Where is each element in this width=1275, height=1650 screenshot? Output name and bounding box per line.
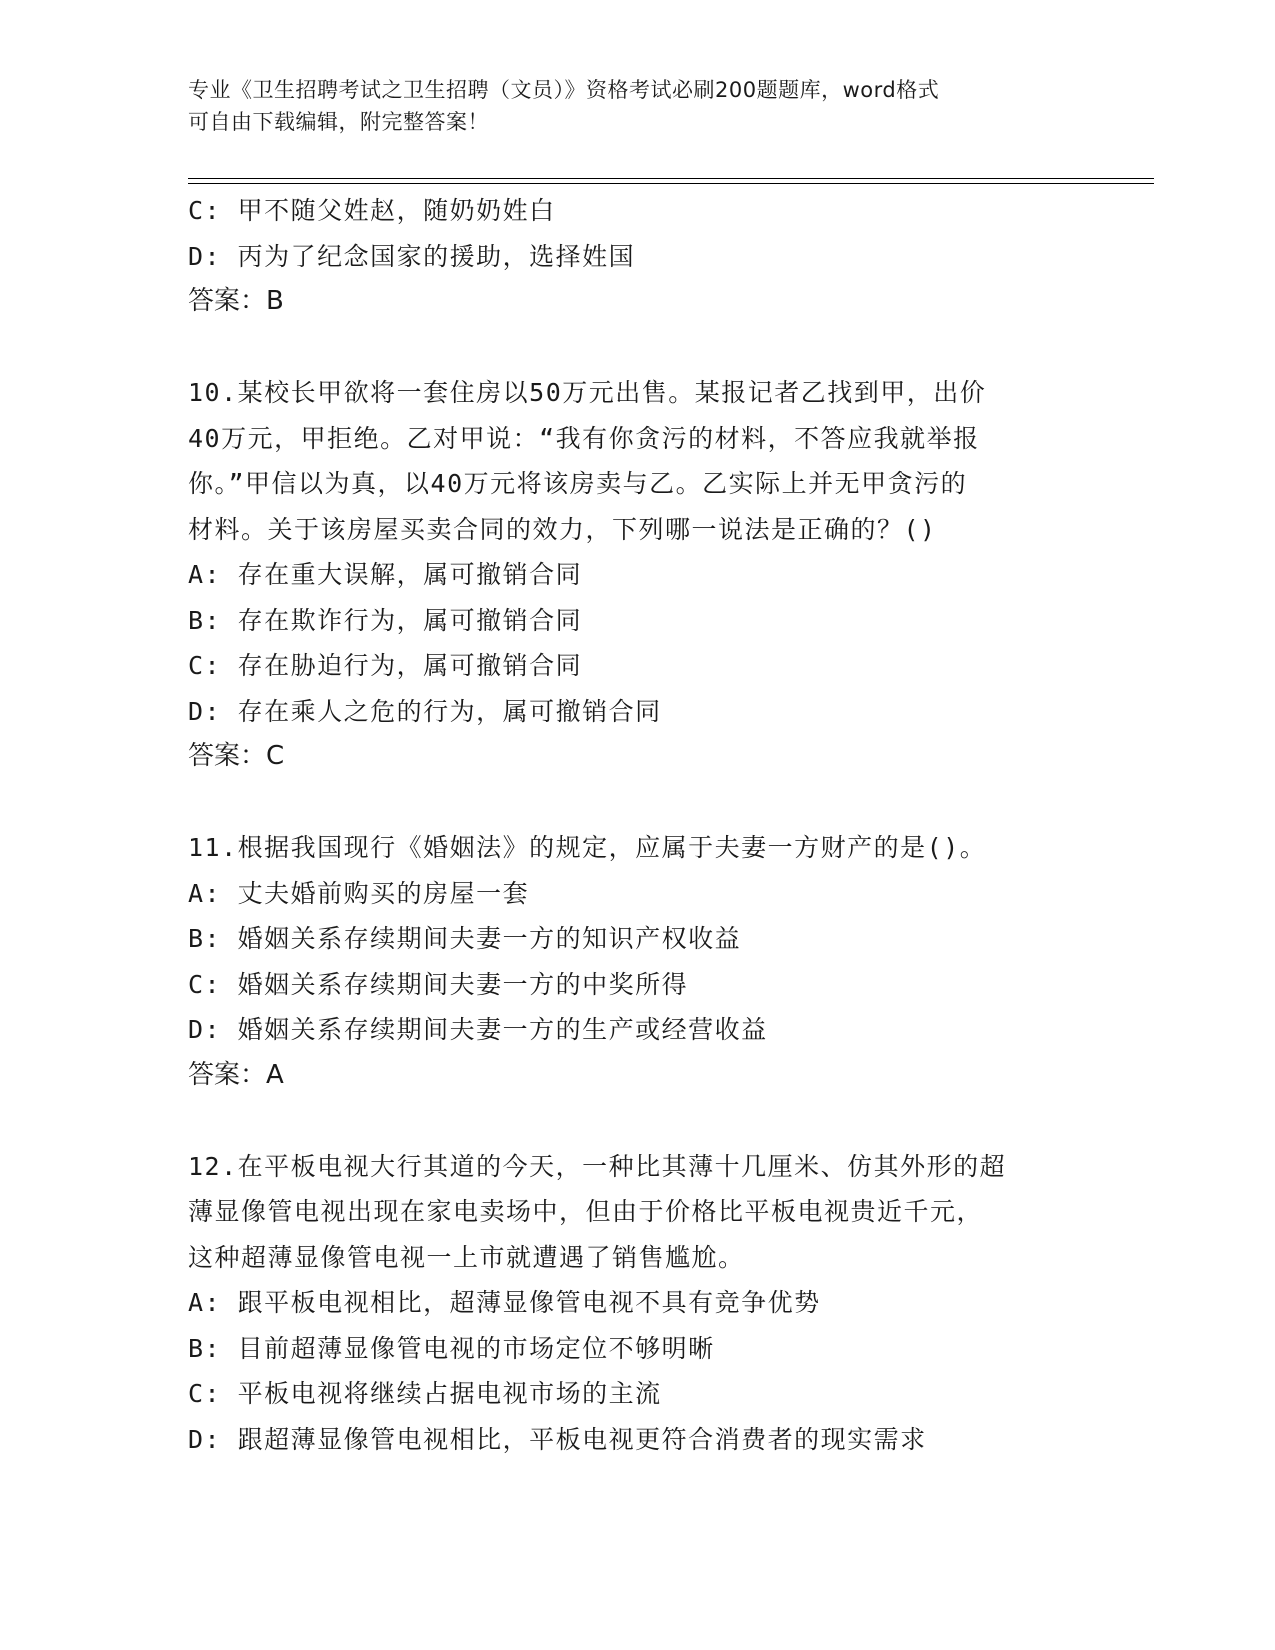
option-b: B: 目前超薄显像管电视的市场定位不够明晰 [188,1333,715,1363]
question-stem-line: 10.某校长甲欲将一套住房以50万元出售。某报记者乙找到甲，出价 [188,378,987,407]
question-11 [188,825,1148,1098]
answer-label: 答案：A [188,1059,284,1090]
question-stem-line: 你。”甲信以为真，以40万元将该房卖与乙。乙实际上并无甲贪污的 [188,469,968,498]
question-stem-line: 11.根据我国现行《婚姻法》的规定，应属于夫妻一方财产的是()。 [188,833,987,862]
question-stem-line: 这种超薄显像管电视一上市就遭遇了销售尴尬。 [188,1242,745,1272]
question-stem-line: 材料。关于该房屋买卖合同的效力，下列哪一说法是正确的？() [188,514,937,544]
option-a: A: 跟平板电视相比，超薄显像管电视不具有竞争优势 [188,1288,821,1317]
spacer [188,780,1148,826]
option-a: A: 存在重大误解，属可撤销合同 [188,560,583,589]
question-stem-line: 40万元，甲拒绝。乙对甲说：“我有你贪污的材料，不答应我就举报 [188,423,980,453]
header-divider-top [188,178,1154,179]
spacer [188,325,1148,371]
header-title-line-1: 专业《卫生招聘考试之卫生招聘（文员）》资格考试必刷200题题库，word格式 [188,78,940,102]
option-c: C: 甲不随父姓赵，随奶奶姓白 [188,196,556,225]
option-c: C: 婚姻关系存续期间夫妻一方的中奖所得 [188,969,689,999]
option-b: B: 存在欺诈行为，属可撤销合同 [188,605,583,635]
question-12 [188,1144,1148,1463]
question-stem-line: 12.在平板电视大行其道的今天，一种比其薄十几厘米、仿其外形的超 [188,1151,1007,1181]
answer-label: 答案：C [188,741,285,771]
document-body [188,188,1148,1462]
question-10 [188,370,1148,780]
option-d: D: 存在乘人之危的行为，属可撤销合同 [188,696,662,726]
document-header [188,74,1088,138]
option-d: D: 跟超薄显像管电视相比，平板电视更符合消费者的现实需求 [188,1424,927,1454]
option-d: D: 婚姻关系存续期间夫妻一方的生产或经营收益 [188,1015,768,1044]
option-d: D: 丙为了纪念国家的援助，选择姓国 [188,241,636,271]
spacer [188,1098,1148,1144]
question-9-tail [188,188,1148,325]
option-a: A: 丈夫婚前购买的房屋一套 [188,878,530,908]
option-c: C: 平板电视将继续占据电视市场的主流 [188,1379,662,1408]
header-title-line-2: 可自由下载编辑，附完整答案！ [188,110,489,134]
answer-label: 答案：B [188,286,284,316]
question-stem-line: 薄显像管电视出现在家电卖场中，但由于价格比平板电视贵近千元， [188,1197,984,1226]
option-c: C: 存在胁迫行为，属可撤销合同 [188,651,583,680]
option-b: B: 婚姻关系存续期间夫妻一方的知识产权收益 [188,924,742,953]
header-divider-bottom [188,183,1154,184]
